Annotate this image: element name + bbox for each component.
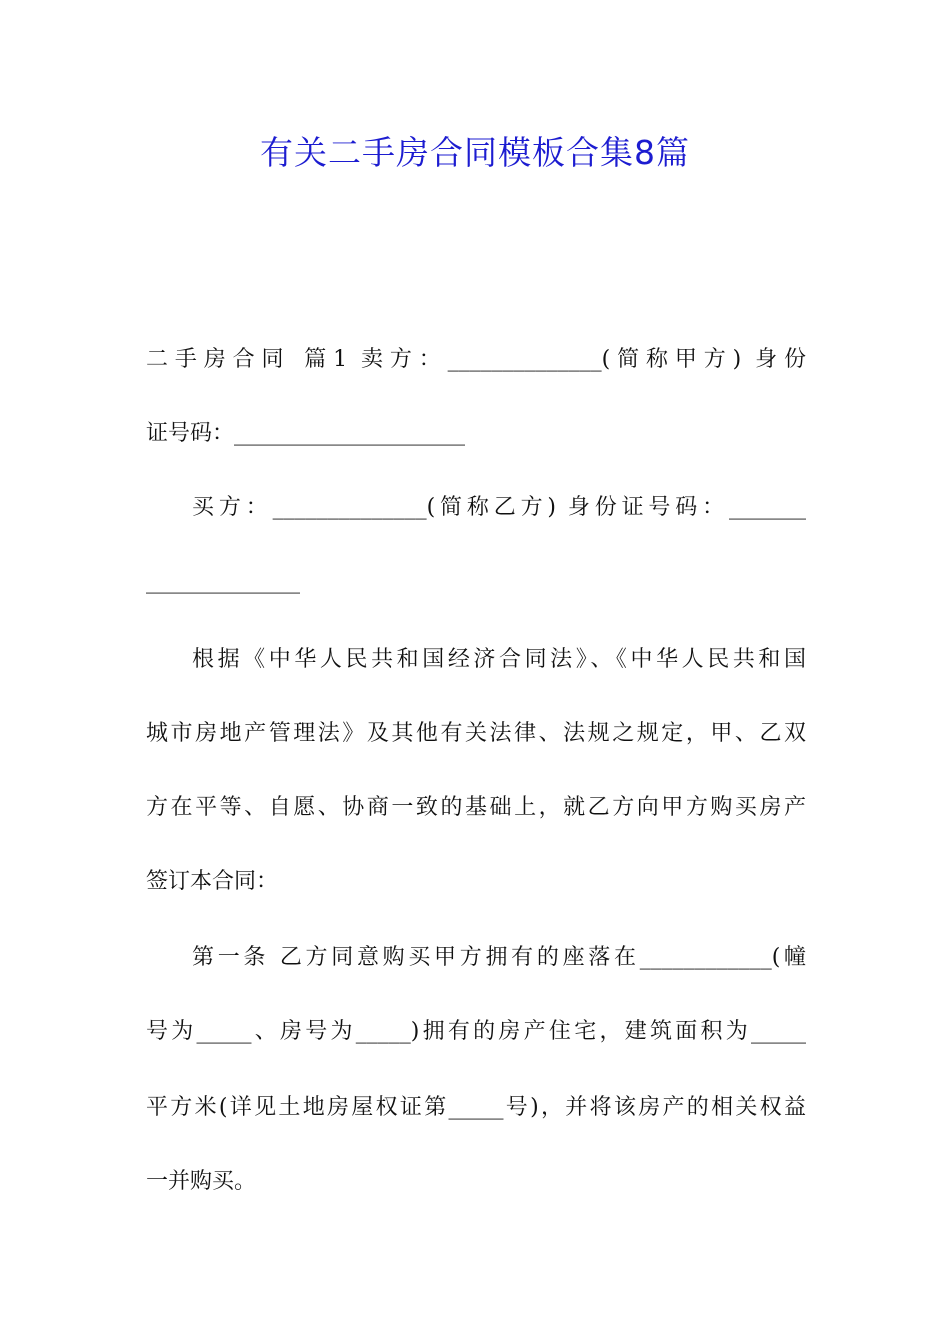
contract-line-9: 第一条 乙方同意购买甲方拥有的座落在____________(幢 bbox=[192, 945, 806, 970]
contract-line-7: 方在平等、自愿、协商一致的基础上，就乙方向甲方购买房产 bbox=[146, 795, 806, 820]
contract-line-2: 证号码：_____________________ bbox=[146, 421, 466, 446]
contract-line-11: 平方米(详见土地房屋权证第_____号)，并将该房产的相关权益 bbox=[146, 1095, 806, 1120]
contract-line-8: 签订本合同： bbox=[146, 869, 279, 894]
contract-line-6: 城市房地产管理法》及其他有关法律、法规之规定，甲、乙双 bbox=[146, 721, 806, 746]
contract-line-1: 二手房合同 篇1 卖方：______________(简称甲方) 身份 bbox=[146, 347, 806, 372]
contract-line-10: 号为_____、房号为_____)拥有的房产住宅，建筑面积为_____ bbox=[146, 1019, 806, 1044]
contract-line-5: 根据《中华人民共和国经济合同法》、《中华人民共和国 bbox=[192, 647, 806, 672]
contract-line-4: ______________ bbox=[146, 569, 300, 594]
contract-line-3: 买方：______________(简称乙方) 身份证号码：_______ bbox=[192, 495, 806, 520]
document-title: 有关二手房合同模板合集8篇 bbox=[260, 133, 690, 172]
contract-line-12: 一并购买。 bbox=[146, 1169, 257, 1194]
